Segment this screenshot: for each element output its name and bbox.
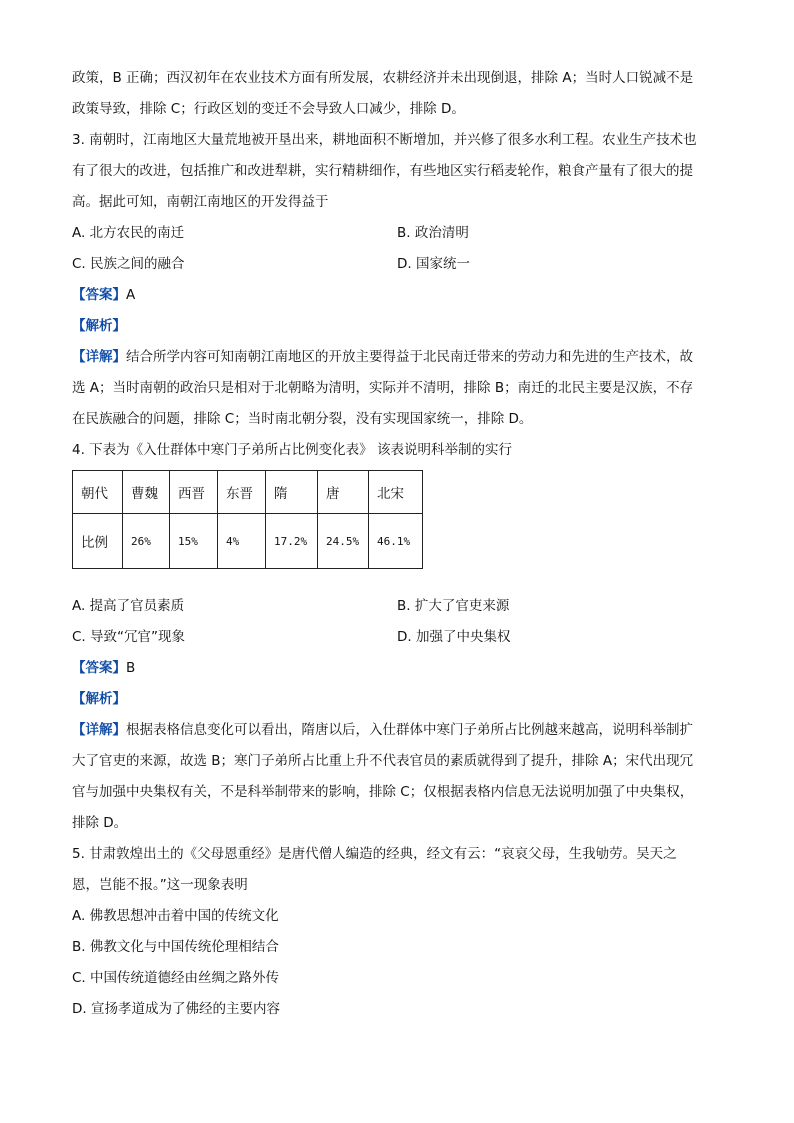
q3-detail-line-2: 选 A；当时南朝的政治只是相对于北朝略为清明，实际并不清明，排除 B；南迁的北民主要是汉族，不存 <box>72 380 694 396</box>
table-cell: 东晋 <box>218 471 266 514</box>
detail-tag: 【详解】 <box>72 349 126 365</box>
prev-analysis-line-1: 政策，B 正确；西汉初年在农业技术方面有所发展，农耕经济并未出现倒退，排除 A；当时人口锐减不是 <box>72 70 694 86</box>
detail-tag: 【详解】 <box>72 722 126 738</box>
table-cell: 唐 <box>318 471 369 514</box>
q5-option-d: D. 宣扬孝道成为了佛经的主要内容 <box>72 1001 280 1017</box>
q4-analysis-heading <box>72 684 722 715</box>
q3-answer <box>72 280 722 311</box>
q5-option-b: B. 佛教文化与中国传统伦理相结合 <box>72 939 279 955</box>
q4-detail-line-2: 大了官吏的来源，故选 B；寒门子弟所占比重上升不代表官员的素质就得到了提升，排除 A；宋代出现冗 <box>72 753 694 769</box>
q3-stem-line-1: 3. 南朝时，江南地区大量荒地被开垦出来，耕地面积不断增加，并兴修了很多水利工程。农业生产技术也 <box>72 132 697 148</box>
q3-analysis-heading <box>72 311 722 342</box>
table-cell: 朝代 <box>73 471 123 514</box>
q3-detail-line-1 <box>72 342 722 373</box>
q4-detail-line-3: 官与加强中央集权有关，不是科举制带来的影响，排除 C；仅根据表格内信息无法说明加强了中央集权， <box>72 784 694 800</box>
table-cell: 隋 <box>266 471 318 514</box>
q3-option-d: D. 国家统一 <box>397 256 470 272</box>
q5-option-c: C. 中国传统道德经由丝绸之路外传 <box>72 970 280 986</box>
q4-option-d: D. 加强了中央集权 <box>397 629 511 645</box>
table-cell: 46.1% <box>369 514 423 569</box>
q3-answer-value: A <box>126 287 136 303</box>
q4-option-a: A. 提高了官员素质 <box>72 598 185 614</box>
q3-options-row-2 <box>72 249 722 280</box>
table-cell: 比例 <box>73 514 123 569</box>
analysis-tag: 【解析】 <box>72 318 126 334</box>
question-4 <box>72 435 722 839</box>
q4-options-row-2 <box>72 622 722 653</box>
q3-detail-line-3: 在民族融合的问题，排除 C；当时南北朝分裂，没有实现国家统一，排除 D。 <box>72 411 533 427</box>
q4-answer-value: B <box>126 660 136 676</box>
q4-stem: 4. 下表为《入仕群体中寒门子弟所占比例变化表》 该表说明科举制的实行 <box>72 442 512 458</box>
q3-option-c: C. 民族之间的融合 <box>72 256 185 272</box>
table-header-row <box>73 471 423 514</box>
analysis-tag: 【解析】 <box>72 691 126 707</box>
q4-answer <box>72 653 722 684</box>
q4-options-row-1 <box>72 591 722 622</box>
q3-stem-line-2: 有了很大的改进，包括推广和改进犁耕，实行精耕细作，有些地区实行稻麦轮作，粮食产量有了很大的提 <box>72 163 693 179</box>
ratio-table <box>72 470 423 569</box>
table-cell: 26% <box>123 514 170 569</box>
q3-options-row-1 <box>72 218 722 249</box>
table-cell: 曹魏 <box>123 471 170 514</box>
answer-tag: 【答案】 <box>72 287 126 303</box>
q4-detail-line-1 <box>72 715 722 746</box>
q4-detail-text-1: 根据表格信息变化可以看出，隋唐以后，入仕群体中寒门子弟所占比例越来越高，说明科举制扩 <box>126 722 693 738</box>
q4-option-c: C. 导致“冗官”现象 <box>72 629 185 645</box>
q3-option-a: A. 北方农民的南迁 <box>72 225 185 241</box>
q5-option-a: A. 佛教思想冲击着中国的传统文化 <box>72 908 279 924</box>
table-row <box>73 514 423 569</box>
q3-option-b: B. 政治清明 <box>397 225 469 241</box>
q5-stem-line-2: 恩，岂能不报。”这一现象表明 <box>72 877 248 893</box>
question-3 <box>72 125 722 435</box>
table-cell: 24.5% <box>318 514 369 569</box>
q3-stem-line-3: 高。据此可知，南朝江南地区的开发得益于 <box>72 194 329 210</box>
question-5 <box>72 839 722 1025</box>
prev-analysis-line-2: 政策导致，排除 C；行政区划的变迁不会导致人口减少，排除 D。 <box>72 101 465 117</box>
document-page <box>72 63 722 1025</box>
q5-stem-line-1: 5. 甘肃敦煌出土的《父母恩重经》是唐代僧人编造的经典，经文有云：“哀哀父母，生我劬劳。吴天之 <box>72 846 677 862</box>
table-cell: 4% <box>218 514 266 569</box>
table-cell: 15% <box>170 514 218 569</box>
q4-detail-line-4: 排除 D。 <box>72 815 128 831</box>
table-cell: 北宋 <box>369 471 423 514</box>
q3-detail-text-1: 结合所学内容可知南朝江南地区的开放主要得益于北民南迁带来的劳动力和先进的生产技术，故 <box>126 349 693 365</box>
answer-tag: 【答案】 <box>72 660 126 676</box>
ratio-table-wrap <box>72 470 722 569</box>
table-cell: 17.2% <box>266 514 318 569</box>
table-cell: 西晋 <box>170 471 218 514</box>
q4-option-b: B. 扩大了官吏来源 <box>397 598 510 614</box>
